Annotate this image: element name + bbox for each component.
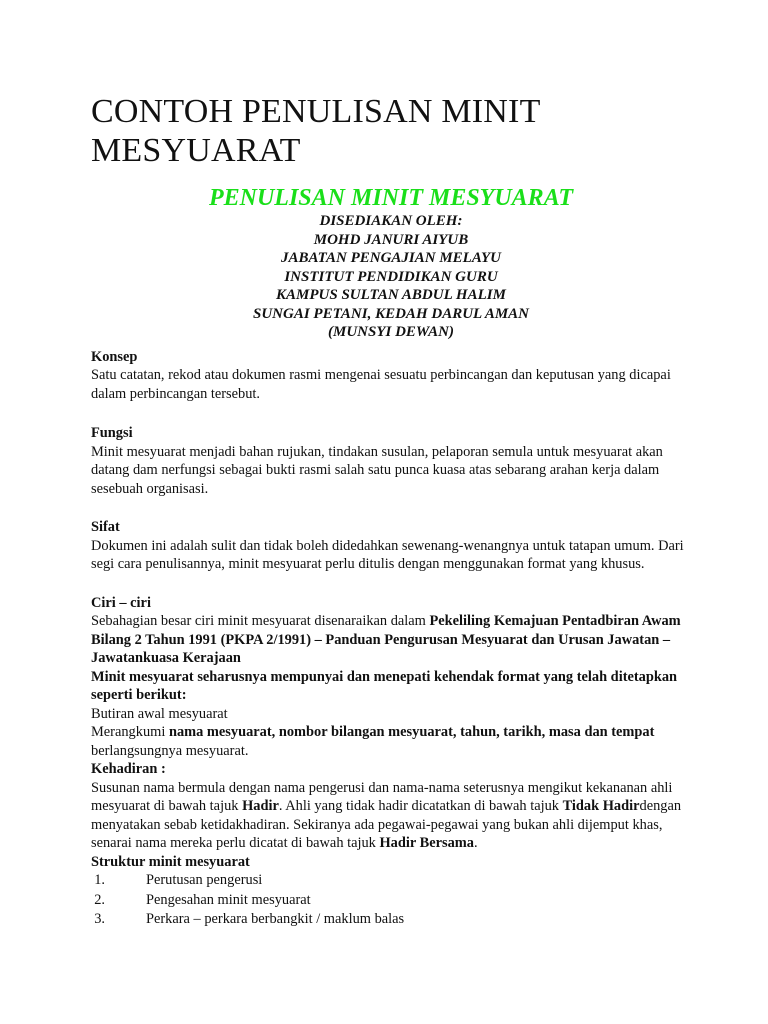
document-body [91, 92, 691, 930]
butiran-label: Butiran awal mesyuarat [91, 705, 228, 722]
ciri-intro-text: Sebahagian besar ciri minit mesyuarat disenaraikan dalam [91, 613, 430, 629]
section-heading: Konsep [91, 348, 138, 365]
list-item [91, 910, 691, 930]
section-konsep [91, 348, 691, 404]
author-line: SUNGAI PETANI, KEDAH DARUL AMAN [252, 305, 530, 322]
merangkumi-end: berlangsungnya mesyuarat. [91, 742, 249, 759]
section-text: Dokumen ini adalah sulit dan tidak boleh didedahkan sewenang-wenangnya untuk tatapan umum. Dari segi cara penulisannya, minit mesyuarat perlu ditulis dengan menggunakan format yang khusus. [91, 537, 684, 572]
document-title: CONTOH PENULISAN MINIT MESYUARAT [91, 93, 540, 169]
struktur-list [91, 871, 691, 930]
author-line: KAMPUS SULTAN ABDUL HALIM [276, 287, 506, 303]
spacer [91, 498, 691, 517]
author-line: (MUNSYI DEWAN) [328, 324, 454, 340]
list-item [91, 891, 691, 911]
document-subtitle: PENULISAN MINIT MESYUARAT [208, 185, 574, 211]
list-item [91, 871, 691, 891]
ciri-intro-bold: Pekeliling Kemajuan Pentadbiran Awam Bilang 2 Tahun 1991 (PKPA 2/1991) – Panduan Pengurusan Mesyuarat dan Urusan Jawatan – Jawatankuasa Kerajaan [91, 613, 681, 666]
section-fungsi [91, 424, 691, 498]
kehadiran-part: dengan menyatakan sebab ketidakhadiran. Sekiranya ada pegawai-pegawai yang bukan ahli dijemput khas, senarai nama mereka perlu dicatat di bawah tajuk [91, 798, 682, 851]
format-statement: Minit mesyuarat seharusnya mempunyai dan menepati kehendak format yang telah ditetapkan seperti berikut: [91, 668, 678, 703]
merangkumi-start: Merangkumi [91, 724, 169, 740]
section-heading: Sifat [91, 519, 120, 535]
author-line: JABATAN PENGAJIAN MELAYU [280, 250, 502, 266]
list-item-number: 2. [94, 891, 105, 908]
section-text: Minit mesyuarat menjadi bahan rujukan, tindakan susulan, pelaporan semula untuk mesyuarat akan datang dam nerfungsi sebagai bukti rasmi salah satu punca kuasa atas sebarang arahan kerja dalam sesebuah organisasi. [91, 443, 663, 497]
list-item-number: 1. [94, 872, 105, 888]
spacer [91, 403, 691, 422]
list-item-text: Perutusan pengerusi [146, 872, 263, 888]
ciri-intro [91, 612, 691, 668]
author-line: DISEDIAKAN OLEH: [319, 213, 463, 229]
hadir-label: Hadir [242, 798, 279, 814]
list-item-text: Pengesahan minit mesyuarat [146, 891, 311, 908]
spacer [91, 574, 691, 593]
list-item-text: Perkara – perkara berbangkit / maklum balas [146, 911, 405, 927]
tidak-hadir-label: Tidak Hadir [562, 798, 640, 814]
section-heading: Struktur minit mesyuarat [91, 853, 250, 870]
author-line: INSTITUT PENDIDIKAN GURU [284, 268, 498, 285]
kehadiran-part: . Ahli yang tidak hadir dicatatkan di bawah tajuk [278, 798, 563, 814]
section-sifat [91, 518, 691, 574]
merangkumi-text [91, 723, 691, 760]
section-struktur [91, 853, 691, 930]
section-heading: Fungsi [91, 425, 133, 441]
section-text: Satu catatan, rekod atau dokumen rasmi mengenai sesuatu perbincangan dan keputusan yang dicapai dalam perbincangan tersebut. [91, 367, 671, 402]
author-line: MOHD JANURI AIYUB [313, 231, 469, 248]
hadir-bersama-label: Hadir Bersama [379, 835, 474, 851]
section-ciri [91, 594, 691, 853]
kehadiran-heading: Kehadiran : [91, 761, 166, 777]
section-heading: Ciri – ciri [91, 594, 151, 611]
kehadiran-part: . [473, 835, 478, 851]
kehadiran-part: Susunan nama bermula dengan nama pengerusi dan nama-nama seterusnya mengikut kekananan ahli mesyuarat di bawah tajuk [91, 779, 673, 814]
list-item-number: 3. [94, 911, 105, 927]
kehadiran-text [91, 779, 691, 853]
merangkumi-bold: nama mesyuarat, nombor bilangan mesyuarat, tahun, tarikh, masa dan tempat [168, 724, 655, 740]
author-block [91, 212, 691, 342]
